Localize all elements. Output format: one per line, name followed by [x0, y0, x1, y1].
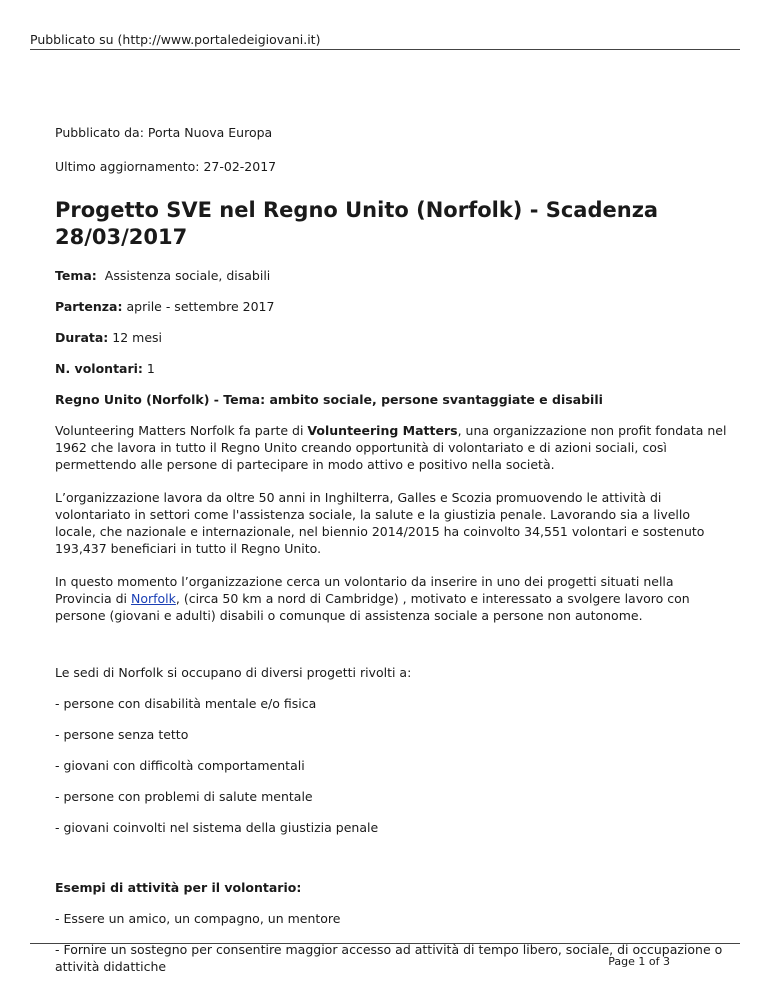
- field-volontari: [55, 360, 728, 377]
- paragraph-search: [55, 573, 728, 624]
- activity-item: - Fornire un sostegno per consentire maggior accesso ad attività di tempo libero, sociale, di occupazione o attività didattiche: [55, 942, 723, 974]
- para1-bold: Volunteering Matters: [307, 423, 458, 438]
- article-content: [55, 124, 728, 989]
- field-durata: [55, 329, 728, 346]
- para3-after: , (circa 50 km a nord di Cambridge) , motivato e interessato a svolgere lavoro con persone (giovani e adulti) disabili o comunque di assistenza sociale a persone non autonome.: [55, 591, 690, 623]
- list-item: - persone senza tetto: [55, 727, 189, 742]
- activities-heading: Esempi di attività per il volontario:: [55, 880, 302, 895]
- last-update: Ultimo aggiornamento: 27-02-2017: [55, 159, 277, 174]
- activity-item: - Essere un amico, un compagno, un mentore: [55, 911, 341, 926]
- field-durata-label: Durata:: [55, 330, 109, 345]
- page-number: Page 1 of 3: [608, 955, 670, 968]
- field-durata-value: 12 mesi: [112, 330, 163, 345]
- list-item: - giovani coinvolti nel sistema della giustizia penale: [55, 820, 379, 835]
- header-divider: [30, 49, 740, 50]
- field-partenza-value: aprile - settembre 2017: [126, 299, 275, 314]
- paragraph-history: L’organizzazione lavora da oltre 50 anni in Inghilterra, Galles e Scozia promuovendo le attività di volontariato in settori come l'assistenza sociale, la salute e la giustizia penale. Lavorando sia a livello locale, che nazionale e internazionale, nel biennio 2014/2015 ha coinvolto 34,551 volontari e sostenuto 193,437 beneficiari in tutto il Regno Unito.: [55, 490, 705, 556]
- field-partenza: [55, 298, 728, 315]
- section-subheading: Regno Unito (Norfolk) - Tema: ambito sociale, persone svantaggiate e disabili: [55, 392, 603, 407]
- projects-intro: Le sedi di Norfolk si occupano di diversi progetti rivolti a:: [55, 665, 412, 680]
- published-by: Pubblicato da: Porta Nuova Europa: [55, 125, 273, 140]
- field-tema-value: Assistenza sociale, disabili: [104, 268, 271, 283]
- field-tema-label: Tema:: [55, 268, 97, 283]
- field-volontari-value: 1: [146, 361, 155, 376]
- field-partenza-label: Partenza:: [55, 299, 123, 314]
- header-source: Pubblicato su (http://www.portaledeigiovani.it): [30, 32, 321, 47]
- field-volontari-label: N. volontari:: [55, 361, 143, 376]
- paragraph-organization: [55, 422, 728, 473]
- norfolk-link[interactable]: Norfolk: [130, 591, 176, 606]
- para1-before: Volunteering Matters Norfolk fa parte di: [55, 423, 308, 438]
- footer-divider: [30, 943, 740, 944]
- page-title: Progetto SVE nel Regno Unito (Norfolk) - Scadenza 28/03/2017: [55, 198, 659, 249]
- field-tema: [55, 267, 728, 284]
- para1-after: , una organizzazione non profit fondata nel 1962 che lavora in tutto il Regno Unito creando opportunità di volontariato e di azioni sociali, così permettendo alle persone di partecipare in modo attivo e positivo nella società.: [55, 423, 727, 472]
- list-item: - giovani con difficoltà comportamentali: [55, 758, 305, 773]
- para3-before: In questo momento l’organizzazione cerca un volontario da inserire in uno dei progetti situati nella Provincia di: [55, 574, 674, 606]
- list-item: - persone con problemi di salute mentale: [55, 789, 313, 804]
- list-item: - persone con disabilità mentale e/o fisica: [55, 696, 317, 711]
